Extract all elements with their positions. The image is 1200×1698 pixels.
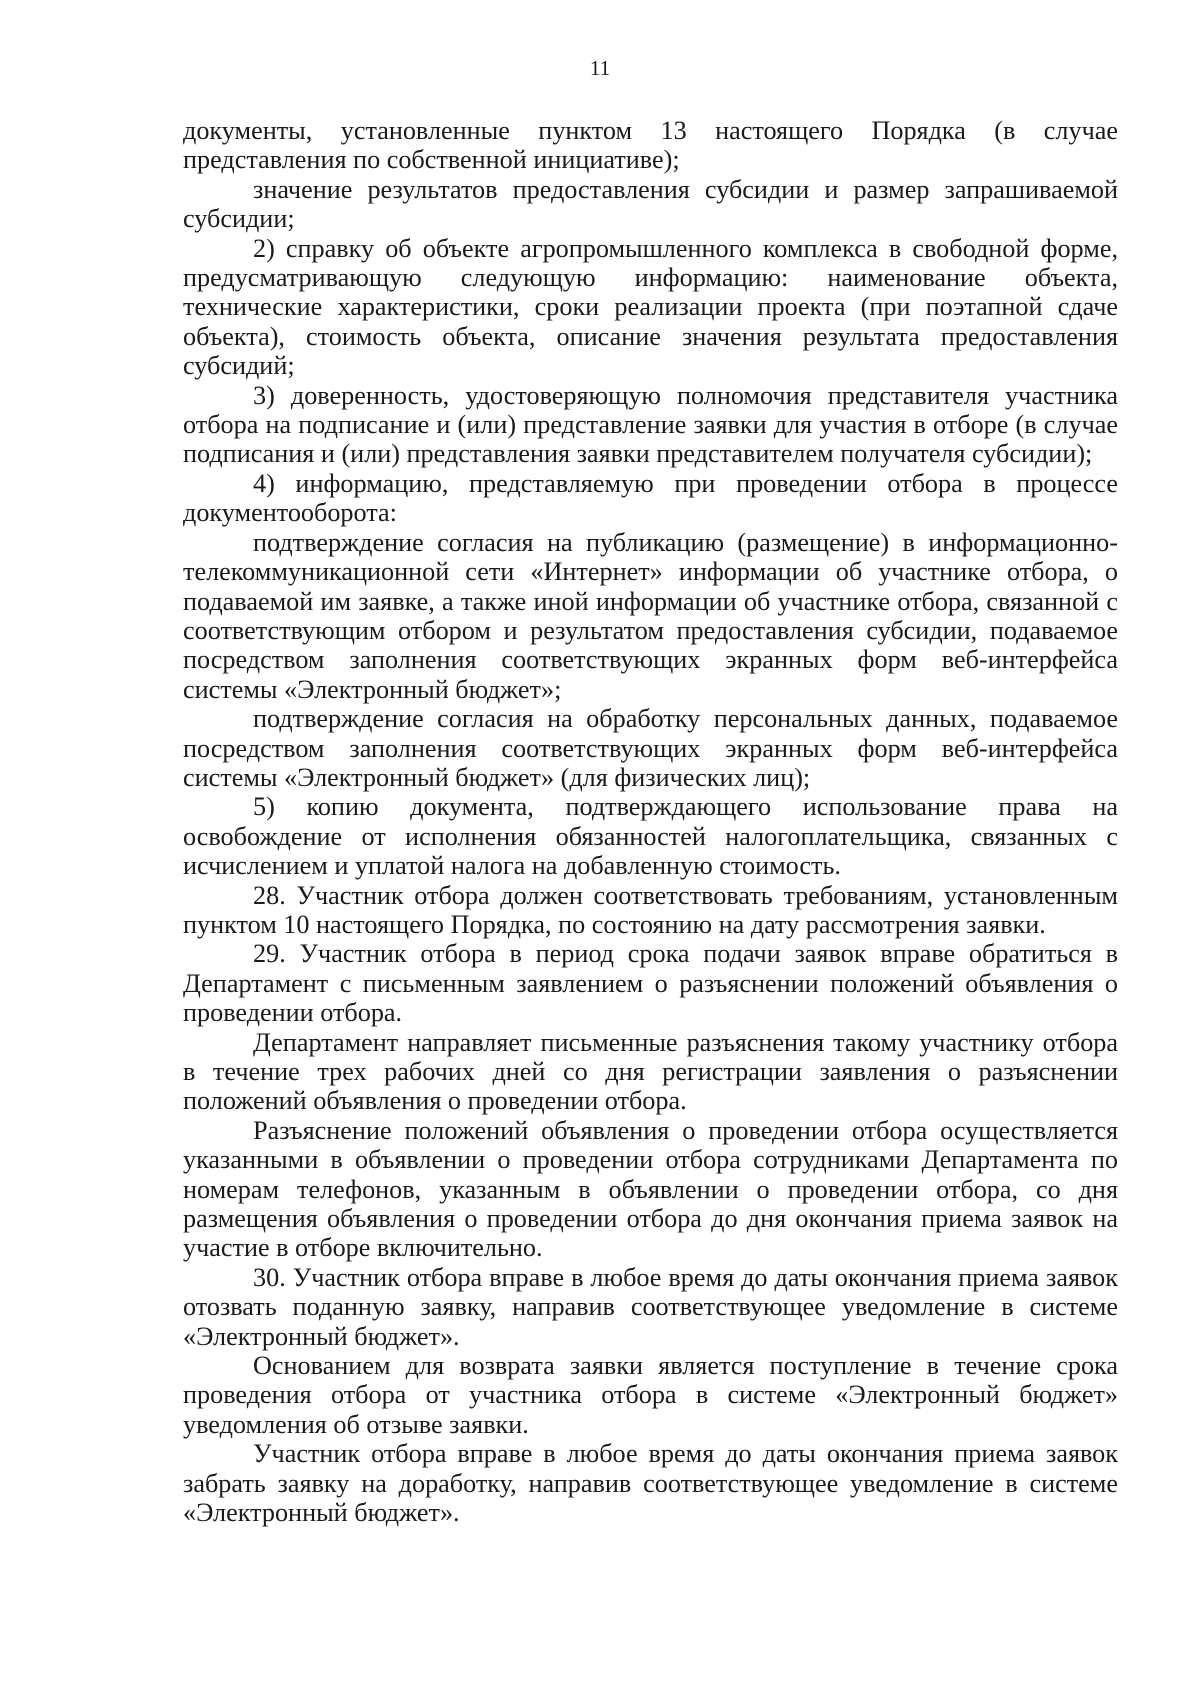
paragraph: документы, установленные пунктом 13 настоящего Порядка (в случае представления по собственной инициативе); — [183, 116, 1118, 175]
paragraph: 2) справку об объекте агропромышленного комплекса в свободной форме, предусматривающую следующую информацию: наименование объекта, технические характеристики, сроки реализации проекта (при поэтапной сдаче объекта), стоимость объекта, описание значения результата предоставления субсидий; — [183, 233, 1118, 381]
paragraph: значение результатов предоставления субсидии и размер запрашиваемой субсидии; — [183, 174, 1118, 234]
paragraph: 29. Участник отбора в период срока подачи заявок вправе обратиться в Департамент с письменным заявлением о разъяснении положений объявления о проведении отбора. — [183, 939, 1118, 1028]
document-body — [183, 116, 1118, 1528]
paragraph: подтверждение согласия на публикацию (размещение) в информационно-телекоммуникационной сети «Интернет» информации об участнике отбора, о подаваемой им заявке, а также иной информации об участнике отбора, связанной с соответствующим отбором и результатом предоставления субсидии, подаваемое посредством заполнения соответствующих экранных форм веб-интерфейса системы «Электронный бюджет»; — [183, 527, 1118, 704]
paragraph: 30. Участник отбора вправе в любое время до даты окончания приема заявок отозвать поданную заявку, направив соответствующее уведомление в системе «Электронный бюджет». — [183, 1262, 1118, 1351]
paragraph: подтверждение согласия на обработку персональных данных, подаваемое посредством заполнения соответствующих экранных форм веб-интерфейса системы «Электронный бюджет» (для физических лиц); — [183, 704, 1118, 792]
paragraph: 28. Участник отбора должен соответствовать требованиям, установленным пунктом 10 настоящего Порядка, по состоянию на дату рассмотрения заявки. — [183, 880, 1118, 939]
page-number: 11 — [589, 56, 611, 80]
paragraph: 3) доверенность, удостоверяющую полномочия представителя участника отбора на подписание и (или) представление заявки для участия в отборе (в случае подписания и (или) представления заявки представителем получателя субсидии); — [183, 380, 1118, 469]
paragraph: Департамент направляет письменные разъяснения такому участнику отбора в течение трех рабочих дней со дня регистрации заявления о разъяснении положений объявления о проведении отбора. — [183, 1027, 1118, 1116]
paragraph: Участник отбора вправе в любое время до даты окончания приема заявок забрать заявку на доработку, направив соответствующее уведомление в системе «Электронный бюджет». — [183, 1439, 1118, 1528]
paragraph: Основанием для возврата заявки является поступление в течение срока проведения отбора от участника отбора в системе «Электронный бюджет» уведомления об отзыве заявки. — [183, 1351, 1118, 1439]
paragraph: 4) информацию, представляемую при проведении отбора в процессе документооборота: — [183, 468, 1118, 528]
paragraph: Разъяснение положений объявления о проведении отбора осуществляется указанными в объявлении о проведении отбора сотрудниками Департамента по номерам телефонов, указанным в объявлении о проведении отбора, со дня размещения объявления о проведении отбора до дня окончания приема заявок на участие в отборе включительно. — [183, 1115, 1118, 1263]
paragraph: 5) копию документа, подтверждающего использование права на освобождение от исполнения обязанностей налогоплательщика, связанных с исчислением и уплатой налога на добавленную стоимость. — [183, 792, 1118, 881]
